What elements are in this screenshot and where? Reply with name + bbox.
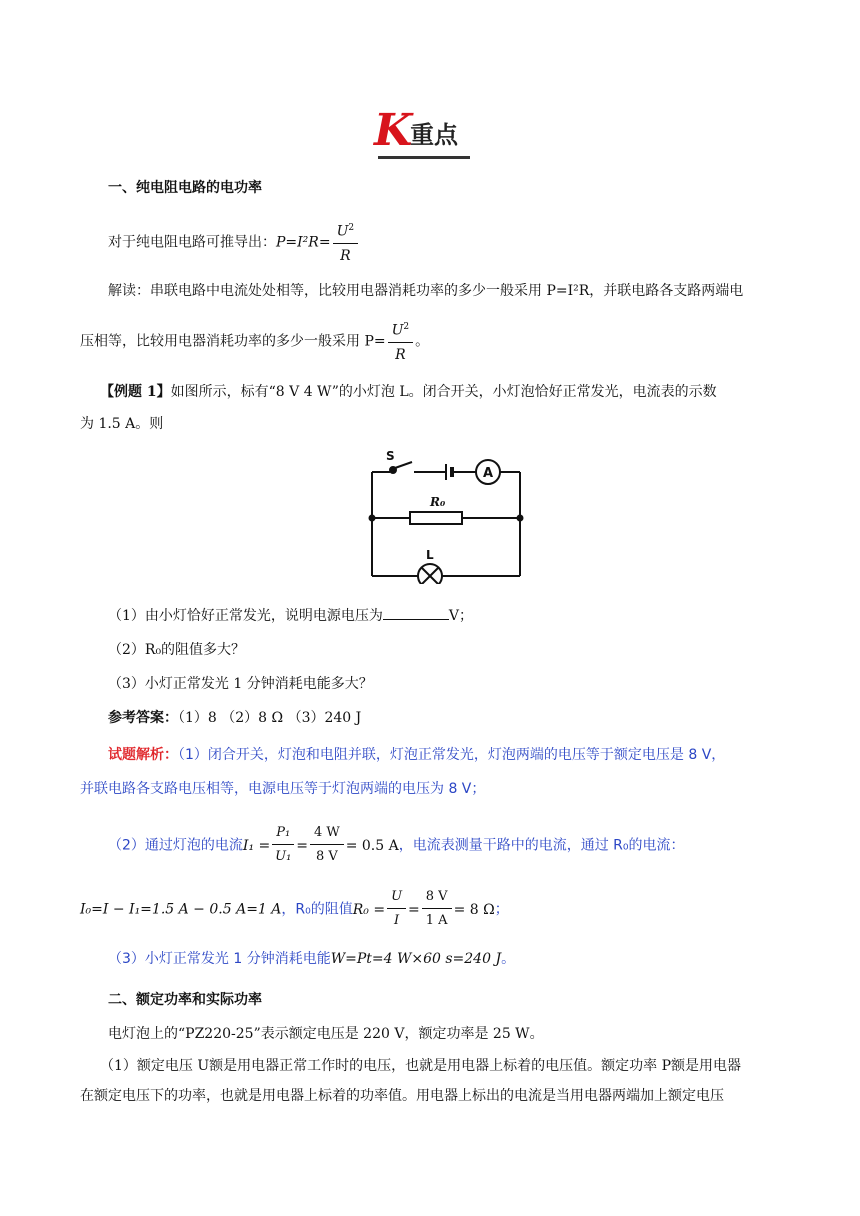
r0-resistance-equation: R₀ = $\frac{U}{I}$ = $\frac{8 V}{1 A}$ = 8 Ω [352, 889, 495, 928]
current-equation: I₁ = $\frac{\text{P₁}}{\text{U₁}}$ = $\frac{4 W}{8 V}$ = 0.5 A [242, 825, 399, 864]
logo-underline [378, 156, 470, 159]
solution-line3: （2）通过灯泡的电流I₁ = $\frac{\text{P₁}}{\text{U₁}}$ = $\frac{4 W}{8 V}$ = 0.5 A，电流表测量干路中的电流，通过 R₀的电流： [108, 825, 685, 864]
logo-letter: K [374, 105, 413, 156]
section2-line2: （1）额定电压 U额是用电器正常工作时的电压，也就是用电器上标着的电压值。额定功率 P额是用电器 [100, 1058, 742, 1074]
question1: （1）由小灯恰好正常发光，说明电源电压为 V； [108, 605, 473, 626]
explain-line2: 压相等，比较用电器消耗功率的多少一般采用 P= $\frac{U^2}{R}$ 。 [80, 318, 429, 365]
answer-label: 参考答案： [108, 710, 178, 726]
r0-current-equation: I₀=I − I₁=1.5 A − 0.5 A=1 A [80, 901, 282, 918]
example1-label: 【例题 1】 [100, 384, 171, 400]
resistor-symbol [410, 512, 462, 524]
example1-line2: 为 1.5 A。则 [80, 416, 164, 432]
derive-formula: P=I²R= [276, 234, 331, 251]
section2-heading: 二、额定功率和实际功率 [108, 992, 262, 1008]
question2: （2）R₀的阻值多大？ [108, 642, 246, 658]
circuit-diagram [360, 450, 530, 584]
solution-line4: I₀=I − I₁=1.5 A − 0.5 A=1 A，R₀的阻值R₀ = $\frac{U}{I}$ = $\frac{8 V}{1 A}$ = 8 Ω； [80, 889, 509, 928]
frac-denominator: R [340, 247, 351, 264]
lamp-label: L [426, 548, 434, 562]
lamp-symbol [418, 564, 442, 584]
question3: （3）小灯正常发光 1 分钟消耗电能多大？ [108, 676, 373, 692]
solution-line2: 并联电路各支路电压相等，电源电压等于灯泡两端的电压为 8 V； [80, 781, 486, 797]
solution-line5: （3）小灯正常发光 1 分钟消耗电能W=Pt=4 W×60 s=240 J。 [108, 951, 516, 967]
solution-label: 试题解析： [108, 747, 178, 763]
answer-blank [383, 605, 449, 620]
u2-over-r-fraction-2: $\frac{U^2}{R}$ [388, 318, 414, 365]
explain-line1: 解读：串联电路中电流处处相等，比较用电器消耗功率的多少一般采用 P=I²R，并联电路各支路两端电 [108, 283, 744, 299]
solution-line1: 试题解析：（1）闭合开关，灯泡和电阻并联，灯泡正常发光，灯泡两端的电压等于额定电压是 8 V， [108, 747, 726, 763]
ammeter-label: A [482, 466, 494, 481]
u2-over-r-fraction: $\frac{U^2}{R}$ [333, 219, 359, 266]
resistor-label: R₀ [430, 495, 446, 509]
logo-text: 重点 [410, 121, 458, 149]
switch-blade [395, 462, 412, 468]
derive-line [108, 219, 360, 266]
section2-line3: 在额定电压下的功率，也就是用电器上标着的功率值。用电器上标出的电流是当用电器两端加上额定电压 [80, 1088, 724, 1104]
derive-prefix: 对于纯电阻电路可推导出： [108, 234, 276, 251]
energy-equation: W=Pt=4 W×60 s=240 J [330, 951, 502, 967]
key-points-logo [374, 105, 474, 160]
frac-numerator: U [336, 223, 349, 240]
reference-answer: 参考答案：（1）8 （2）8 Ω （3）240 J [108, 710, 362, 726]
section2-line1: 电灯泡上的“PZ220-25”表示额定电压是 220 V，额定功率是 25 W。 [108, 1026, 544, 1042]
switch-label: S [386, 450, 395, 463]
example1-line1: 【例题 1】如图所示，标有“8 V 4 W”的小灯泡 L。闭合开关，小灯泡恰好正常发光，电流表的示数 [100, 384, 717, 400]
section1-heading: 一、纯电阻电路的电功率 [108, 180, 262, 196]
